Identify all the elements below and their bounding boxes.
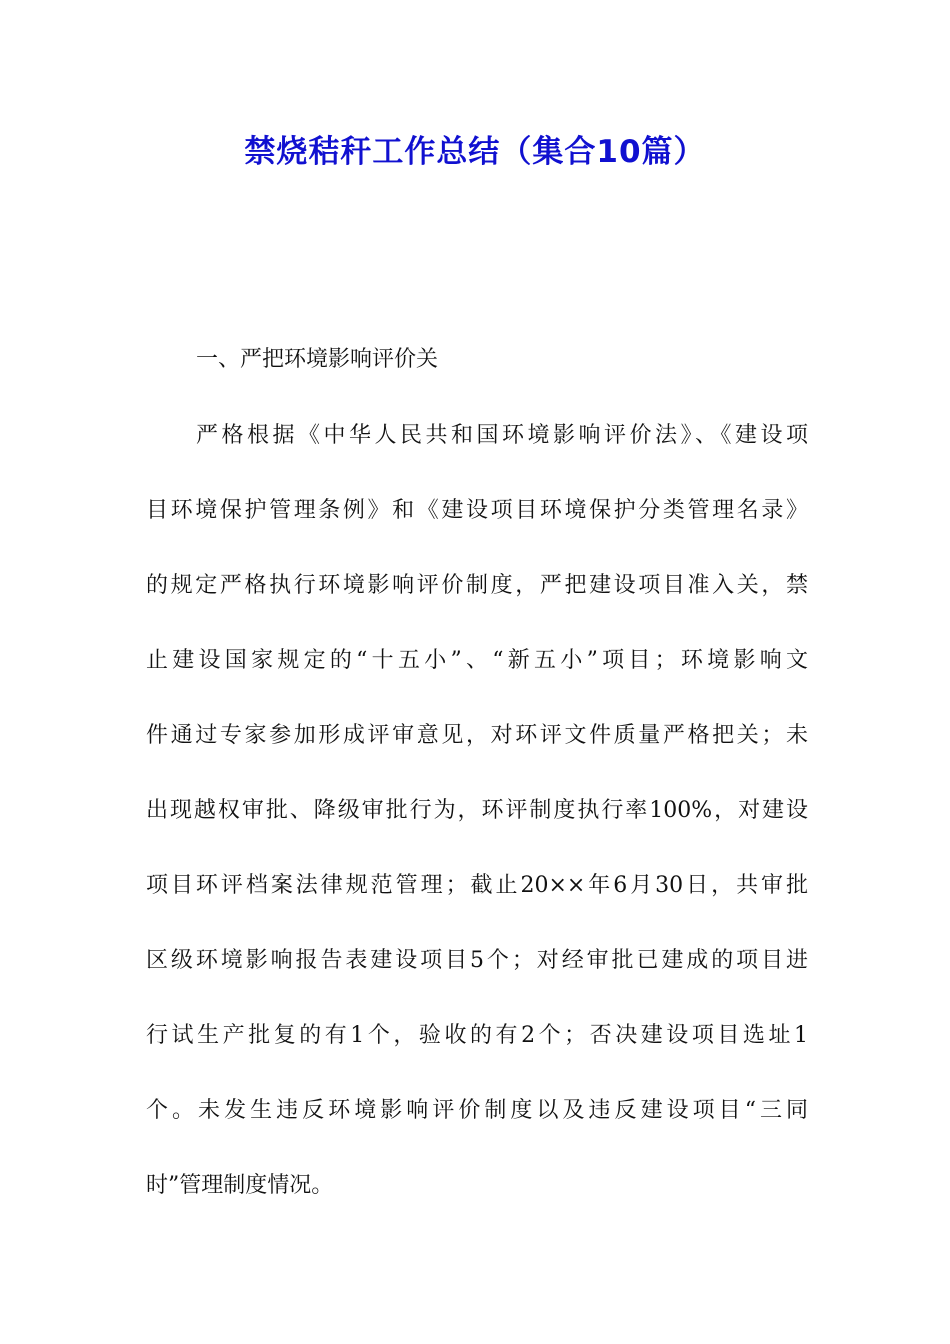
paragraph-line: 严格根据《中华人民共和国环境影响评价法》、《建设项 bbox=[196, 423, 808, 448]
section-heading: 一、严把环境影响评价关 bbox=[196, 347, 439, 372]
paragraph-line: 件通过专家参加形成评审意见，对环评文件质量严格把关；未 bbox=[146, 723, 808, 748]
paragraph-line: 的规定严格执行环境影响评价制度，严把建设项目准入关，禁 bbox=[146, 573, 808, 598]
paragraph-line: 止建设国家规定的“十五小”、“新五小”项目；环境影响文 bbox=[146, 648, 808, 673]
document-title: 禁烧秸秆工作总结（集合10篇） bbox=[244, 134, 706, 170]
paragraph-line: 区级环境影响报告表建设项目5个；对经审批已建成的项目进 bbox=[146, 948, 808, 973]
body-paragraph bbox=[146, 414, 808, 1239]
paragraph-line: 出现越权审批、降级审批行为，环评制度执行率100%，对建设 bbox=[146, 798, 808, 823]
paragraph-line: 目环境保护管理条例》和《建设项目环境保护分类管理名录》 bbox=[146, 498, 808, 523]
paragraph-line: 时”管理制度情况。 bbox=[146, 1173, 334, 1198]
paragraph-line: 项目环评档案法律规范管理；截止20××年6月30日，共审批 bbox=[146, 873, 808, 898]
paragraph-line: 行试生产批复的有1个，验收的有2个；否决建设项目选址1 bbox=[146, 1023, 808, 1048]
paragraph-line: 个。未发生违反环境影响评价制度以及违反建设项目“三同 bbox=[146, 1098, 808, 1123]
